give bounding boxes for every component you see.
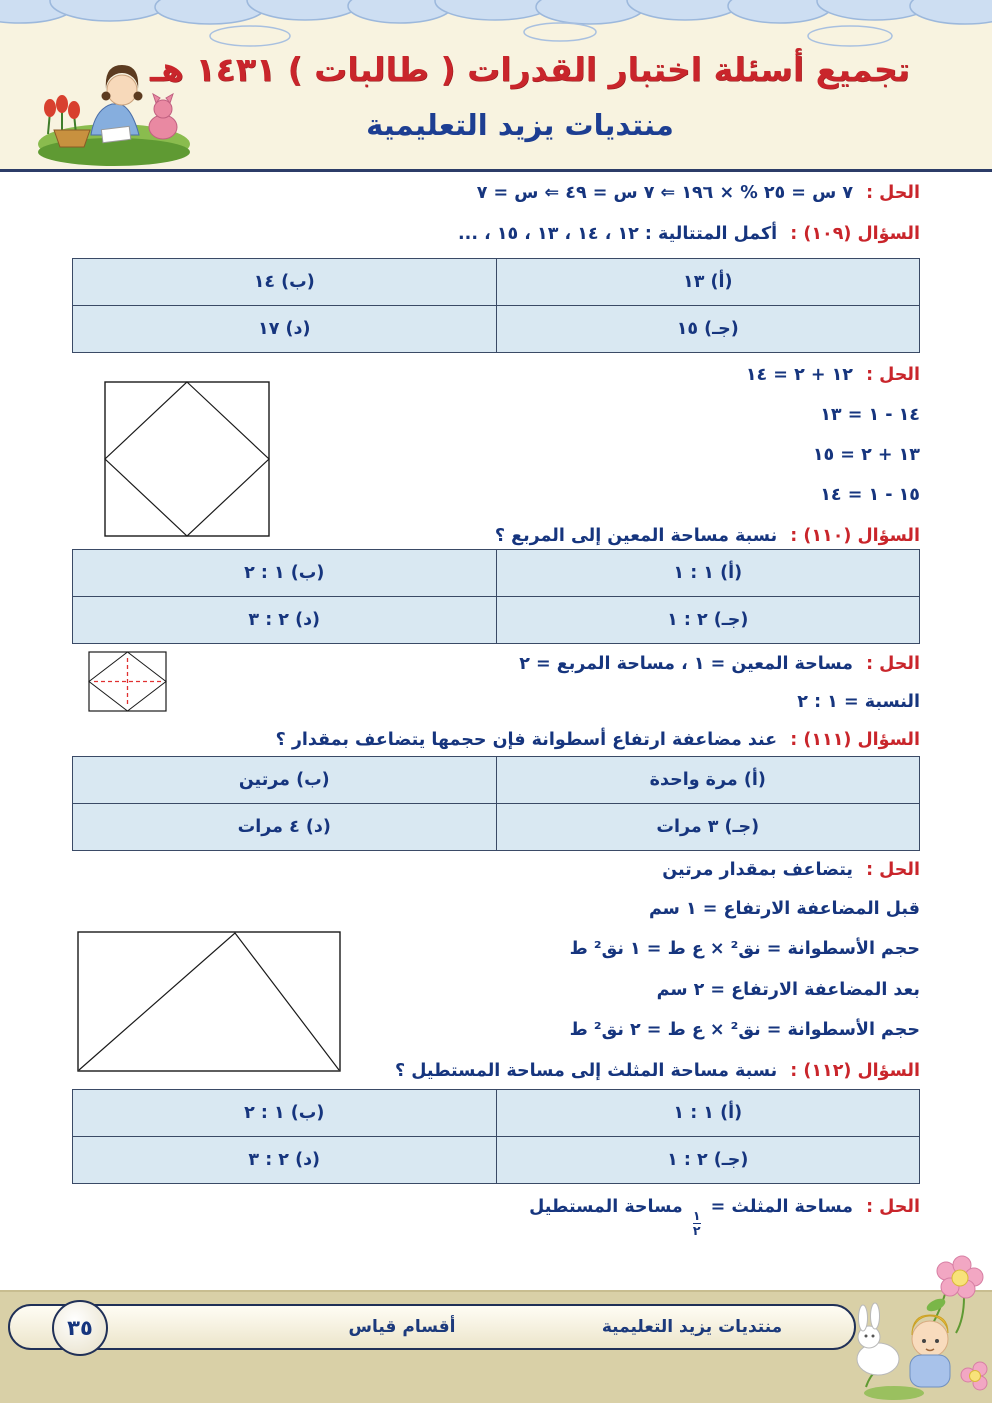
solution-111-line-3: حجم الأسطوانة = نق² × ع ط = ١ نق² ط xyxy=(569,939,920,959)
solution-109-line-1 xyxy=(746,362,920,388)
solution-label: الحل : xyxy=(866,1197,920,1217)
solution-text-pre: مساحة المثلث = xyxy=(710,1197,853,1217)
question-111-line xyxy=(276,727,920,753)
option-b-cell: (ب) ١ : ٢ xyxy=(73,550,497,597)
option-b-cell: (ب) مرتين xyxy=(73,757,497,804)
solution-110-line-1 xyxy=(519,651,920,677)
option-c-cell: (جـ) ١٥ xyxy=(496,306,920,353)
solution-112-line xyxy=(529,1194,920,1238)
option-b-cell: (ب) ١٤ xyxy=(73,259,497,306)
question-110-label: السؤال (١١٠) : xyxy=(790,526,920,546)
question-112-label: السؤال (١١٢) : xyxy=(790,1061,920,1081)
page-footer xyxy=(0,1290,992,1403)
solution-111-line-2: قبل المضاعفة الارتفاع = ١ سم xyxy=(648,899,920,919)
question-109-line xyxy=(458,221,920,247)
footer-illustration-baby-flowers xyxy=(842,1247,988,1403)
option-c-cell: (جـ) ٣ مرات xyxy=(496,804,920,851)
solution-109-line-3: ١٣ + ٢ = ١٥ xyxy=(812,445,920,465)
option-c-cell: (جـ) ٢ : ١ xyxy=(496,597,920,644)
option-b-cell: (ب) ١ : ٢ xyxy=(73,1090,497,1137)
table-row xyxy=(73,804,920,851)
solution-label: الحل : xyxy=(866,183,920,203)
question-109-label: السؤال (١٠٩) : xyxy=(790,224,920,244)
fraction-numerator: ١ xyxy=(692,1208,701,1223)
option-d-cell: (د) ١٧ xyxy=(73,306,497,353)
table-row xyxy=(73,1090,920,1137)
solution-text-post: مساحة المستطيل xyxy=(529,1197,683,1217)
rect-with-rhombus-dashed-figure xyxy=(88,651,167,712)
table-row xyxy=(73,757,920,804)
solution-label: الحل : xyxy=(866,365,920,385)
solution-109-line-2: ١٤ - ١ = ١٣ xyxy=(820,405,920,425)
option-a-cell: (أ) ١٣ xyxy=(496,259,920,306)
footer-qiyas-label: أقسام قياس xyxy=(348,1317,456,1337)
one-half-fraction xyxy=(693,1210,701,1238)
table-row xyxy=(73,597,920,644)
solution-110-line-2: النسبة = ١ : ٢ xyxy=(797,692,920,712)
page-title: تجميع أسئلة اختبار القدرات ( طالبات ) ١٤٣١ هـ xyxy=(149,50,910,89)
question-112-text: نسبة مساحة المثلث إلى مساحة المستطيل ؟ xyxy=(394,1061,778,1081)
footer-bar xyxy=(8,1304,856,1350)
option-a-cell: (أ) ١ : ١ xyxy=(496,1090,920,1137)
table-row xyxy=(73,550,920,597)
q110-options-table xyxy=(72,549,920,644)
page-number: ٣٥ xyxy=(67,1316,93,1340)
solution-text: ١٢ + ٢ = ١٤ xyxy=(745,365,853,385)
option-d-cell: (د) ٤ مرات xyxy=(73,804,497,851)
solution-text: ٧ س = ٢٥ % × ١٩٦ ⇐ ٧ س = ٤٩ ⇐ س = ٧ xyxy=(476,183,853,203)
solution-111-line-4: بعد المضاعفة الارتفاع = ٢ سم xyxy=(656,980,920,1000)
footer-site-label: منتديات يزيد التعليمية xyxy=(601,1317,783,1337)
content-area xyxy=(0,172,992,1290)
fraction-denominator: ٢ xyxy=(692,1223,701,1238)
solution-111-line-1 xyxy=(662,857,920,883)
option-c-cell: (جـ) ٢ : ١ xyxy=(496,1137,920,1184)
rect-with-triangle-figure xyxy=(77,931,341,1072)
table-row xyxy=(73,1137,920,1184)
q109-options-table xyxy=(72,258,920,353)
q111-options-table xyxy=(72,756,920,851)
solution-text: يتضاعف بمقدار مرتين xyxy=(662,860,853,880)
option-a-cell: (أ) مرة واحدة xyxy=(496,757,920,804)
page-number-badge xyxy=(52,1300,108,1356)
table-row xyxy=(73,306,920,353)
question-112-line xyxy=(395,1058,920,1084)
square-with-rhombus-figure xyxy=(104,381,270,537)
page-header xyxy=(0,0,992,172)
solution-text: مساحة المعين = ١ ، مساحة المربع = ٢ xyxy=(519,654,853,674)
solution-109-intro-line xyxy=(477,180,920,206)
solution-111-line-5: حجم الأسطوانة = نق² × ع ط = ٢ نق² ط xyxy=(569,1020,920,1040)
option-d-cell: (د) ٢ : ٣ xyxy=(73,1137,497,1184)
table-row xyxy=(73,259,920,306)
question-110-line xyxy=(495,523,920,549)
question-109-text: أكمل المتتالية : ١٢ ، ١٤ ، ١٣ ، ١٥ ، ... xyxy=(458,224,778,244)
option-d-cell: (د) ٢ : ٣ xyxy=(73,597,497,644)
solution-109-line-4: ١٥ - ١ = ١٤ xyxy=(820,485,920,505)
solution-label: الحل : xyxy=(866,654,920,674)
solution-label: الحل : xyxy=(866,860,920,880)
question-110-text: نسبة مساحة المعين إلى المربع ؟ xyxy=(494,526,778,546)
question-111-label: السؤال (١١١) : xyxy=(790,730,920,750)
question-111-text: عند مضاعفة ارتفاع أسطوانة فإن حجمها يتضاعف بمقدار ؟ xyxy=(275,730,778,750)
option-a-cell: (أ) ١ : ١ xyxy=(496,550,920,597)
page-subtitle: منتديات يزيد التعليمية xyxy=(366,108,674,142)
q112-options-table xyxy=(72,1089,920,1184)
